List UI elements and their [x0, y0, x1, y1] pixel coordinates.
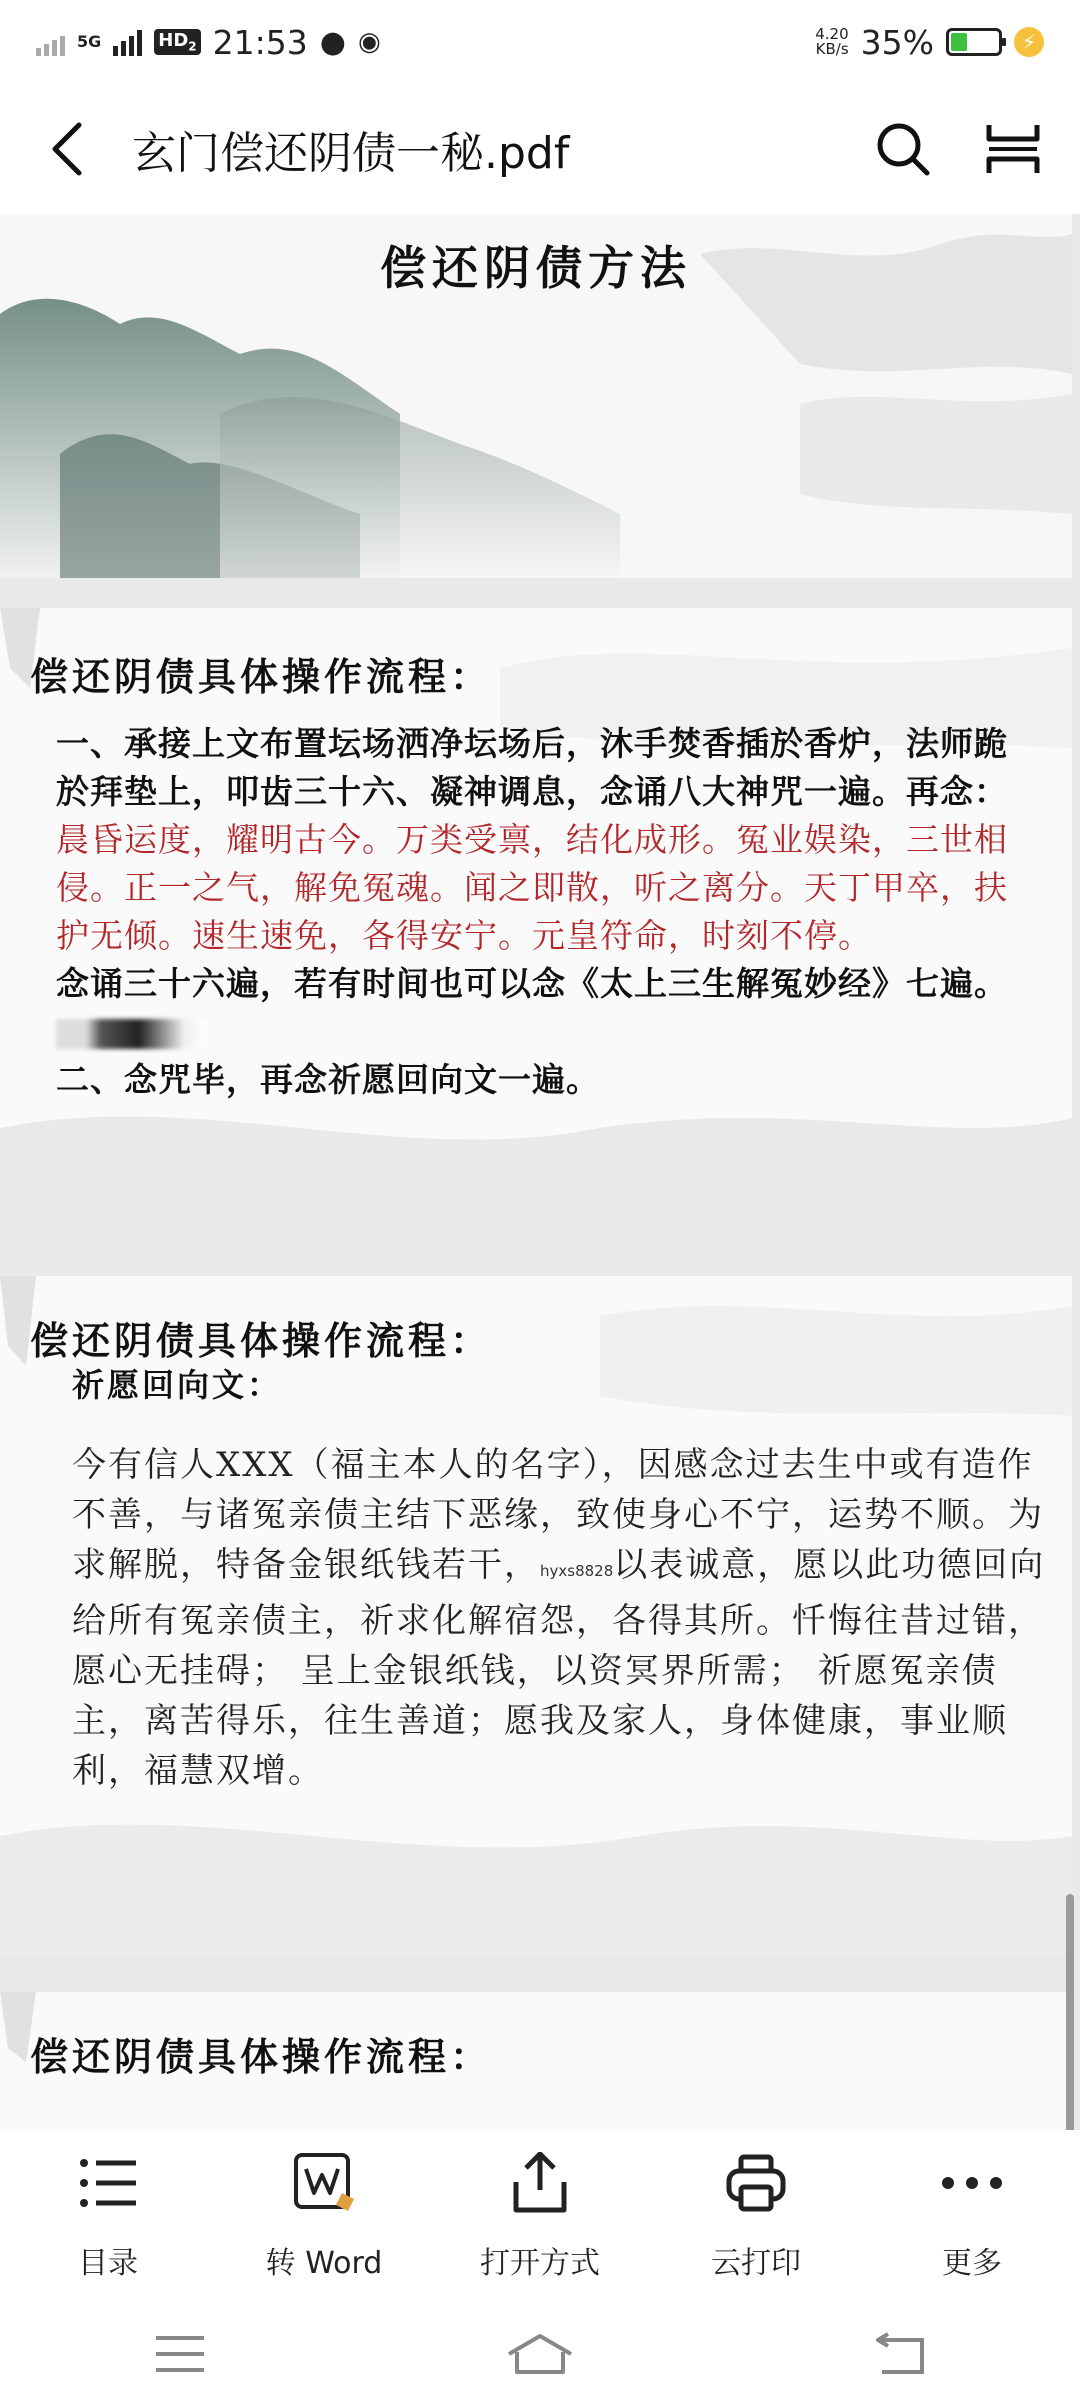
incantation-text: 晨昏运度，耀明古今。万类受禀，结化成形。冤业娱染，三世相侵。正一之气，解免冤魂。闻之即散，听之离分。天丁甲卒，扶护无倾。速生速免，各得安宁。元皇符命，时刻不停。	[56, 820, 1008, 955]
toolbar-item-convert-word[interactable]	[224, 2148, 424, 2282]
toolbar-label: 云打印	[711, 2246, 801, 2281]
clock: 21:53	[212, 22, 308, 62]
toolbar-label: 更多	[942, 2246, 1002, 2281]
procedure-step-1: 一、承接上文布置坛场洒净坛场后，沐手焚香插於香炉，法师跪於拜垫上，叩齿三十六、凝神调息，念诵八大神咒一遍。再念：	[56, 724, 1008, 811]
scrollbar[interactable]	[1066, 1894, 1074, 2130]
toolbar-label: 转 Word	[265, 2246, 383, 2281]
system-nav-bar	[0, 2300, 1080, 2408]
document-title: 玄门偿还阴债一秘.pdf	[132, 128, 570, 179]
pdf-viewer[interactable]	[0, 214, 1080, 2130]
pdf-page	[0, 608, 1072, 1248]
section-title: 偿还阴债具体操作流程：	[30, 654, 493, 699]
procedure-step-2: 二、念咒毕，再念祈愿回向文一遍。	[56, 1060, 600, 1099]
hd-voice-icon: $HD_2$	[154, 29, 200, 55]
network-speed: 4.20 KB/s	[815, 25, 849, 58]
toolbar-item-open-with[interactable]	[440, 2148, 640, 2282]
charging-icon: ⚡	[1014, 27, 1044, 57]
printer-icon	[721, 2148, 791, 2218]
chat-app-icon: ●	[319, 24, 346, 60]
more-icon	[937, 2148, 1007, 2218]
toolbar-label: 目录	[78, 2246, 138, 2281]
list-icon	[73, 2148, 143, 2218]
section-title: 偿还阴债具体操作流程：	[30, 2034, 493, 2079]
signal-icon	[36, 28, 65, 56]
status-bar	[0, 0, 1080, 84]
procedure-step-1-recite: 念诵三十六遍，若有时间也可以念《太上三生解冤妙经》七遍。	[56, 960, 1036, 1056]
pdf-page	[0, 1992, 1072, 2130]
pdf-page	[0, 1276, 1072, 1956]
procedure-text	[56, 720, 1036, 1104]
redaction-blur	[56, 1019, 206, 1049]
toolbar-label: 打开方式	[480, 2246, 600, 2281]
section-title: 偿还阴债具体操作流程：	[30, 1318, 493, 1363]
watermark: hyxs8828	[540, 1562, 614, 1580]
pdf-page	[0, 214, 1072, 578]
prayer-text: 今有信人XXX（福主本人的名字），因感念过去生中或有造作不善，与诸冤亲债主结下恶缘，致使身心不宁，运势不顺。为求解脱，特备金银纸钱若干，hyxs8828以表诚意，愿以此功德回向给所有冤亲债主，祈求化解宿怨，各得其所。忏悔往昔过错，愿心无挂碍； 呈上金银纸钱，以资冥界所需； 祈愿冤亲债主，离苦得乐，往生善道；愿我及家人，身体健康，事业顺利，福慧双增。	[72, 1445, 1046, 1791]
battery-icon	[946, 28, 1002, 56]
home-icon[interactable]	[500, 2324, 580, 2384]
page-heading: 偿还阴债方法	[380, 241, 692, 295]
reader-mode-icon[interactable]	[978, 114, 1048, 184]
word-convert-icon	[289, 2148, 359, 2218]
share-icon	[505, 2148, 575, 2218]
toolbar-item-more[interactable]	[872, 2148, 1072, 2282]
toolbar-item-toc[interactable]	[8, 2148, 208, 2282]
search-icon[interactable]	[868, 114, 938, 184]
network-type: 5G	[77, 32, 102, 51]
subsection-title: 祈愿回向文：	[72, 1366, 283, 1404]
back-arrow-icon[interactable]	[32, 114, 102, 184]
toolbar-item-cloud-print[interactable]	[656, 2148, 856, 2282]
bottom-toolbar	[0, 2130, 1080, 2300]
menu-icon[interactable]	[140, 2324, 220, 2384]
cat-app-icon: ◉	[357, 27, 381, 57]
battery-percent: 35%	[860, 22, 934, 62]
back-icon[interactable]	[860, 2324, 940, 2384]
app-header	[0, 84, 1080, 214]
signal-strength-icon	[113, 28, 142, 56]
